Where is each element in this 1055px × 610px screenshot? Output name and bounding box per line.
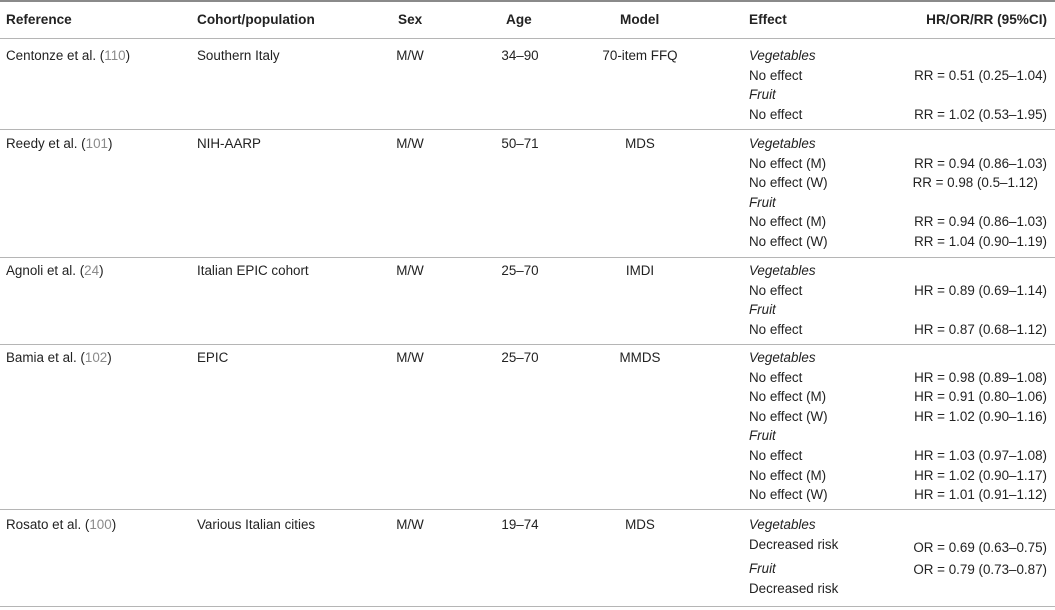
- effect-category: Fruit: [749, 302, 776, 318]
- ci-cell: [914, 261, 1047, 339]
- ci-value: [914, 46, 1047, 66]
- reference-author: Bamia et al. (: [6, 350, 85, 365]
- effect-text: No effect (W): [749, 408, 828, 424]
- ci-value: RR = 0.51 (0.25–1.04): [914, 67, 1047, 83]
- ci-value: [914, 261, 1047, 281]
- reference-author: Reedy et al. (: [6, 136, 86, 151]
- reference-number-link[interactable]: 101: [85, 136, 108, 151]
- age-cell: 34–90: [501, 48, 539, 63]
- reference-number-link[interactable]: 102: [84, 350, 108, 365]
- ci-value: RR = 1.02 (0.53–1.95): [914, 106, 1047, 122]
- effect-category: Vegetables: [749, 136, 816, 151]
- effect-text: No effect: [749, 447, 803, 463]
- effect-category: Fruit: [749, 194, 776, 210]
- ci-value: RR = 1.04 (0.90–1.19): [914, 233, 1047, 249]
- row-divider: [0, 344, 1055, 345]
- ci-value: HR = 1.03 (0.97–1.08): [914, 447, 1047, 463]
- ci-value: [913, 134, 1047, 154]
- reference-close: ): [125, 48, 131, 63]
- row-divider: [0, 509, 1055, 510]
- row-divider: [0, 257, 1055, 258]
- effect-text: No effect: [749, 369, 803, 385]
- reference-close: ): [107, 136, 113, 151]
- reference-cell: [6, 134, 112, 154]
- effect-text: No effect (W): [749, 487, 828, 503]
- age-cell: 19–74: [501, 517, 539, 532]
- bottom-rule: [0, 606, 1055, 607]
- effect-category: Vegetables: [749, 48, 816, 63]
- sex-cell: M/W: [396, 517, 424, 532]
- ci-value: [914, 300, 1047, 320]
- ci-value: [913, 193, 1047, 213]
- ci-value: HR = 0.91 (0.80–1.06): [914, 389, 1047, 405]
- ci-value: [914, 348, 1047, 368]
- reference-cell: [6, 261, 104, 281]
- effect-cell: [749, 134, 828, 252]
- age-cell: 50–71: [501, 136, 539, 151]
- header-effect: Effect: [749, 12, 787, 27]
- reference-cell: [6, 348, 112, 368]
- header-cohort: Cohort/population: [197, 12, 315, 27]
- reference-number-link[interactable]: 110: [104, 48, 126, 63]
- ci-cell: [913, 134, 1047, 252]
- reference-close: ): [107, 350, 112, 365]
- reference-number-link[interactable]: 24: [84, 263, 100, 278]
- effect-text: No effect: [749, 106, 803, 122]
- effect-cell: [749, 515, 838, 598]
- header-model: Model: [620, 12, 660, 27]
- header-age: Age: [506, 12, 532, 27]
- top-rule: [0, 0, 1055, 2]
- ci-value: HR = 1.02 (0.90–1.17): [914, 467, 1047, 483]
- ci-value: [913, 515, 1047, 535]
- ci-value: HR = 1.01 (0.91–1.12): [914, 487, 1047, 503]
- cohort-cell: Various Italian cities: [197, 517, 316, 532]
- effect-text: No effect (M): [749, 155, 827, 171]
- effect-cell: [749, 46, 816, 124]
- sex-cell: M/W: [396, 263, 424, 278]
- effect-category: Vegetables: [749, 517, 816, 532]
- effect-text: No effect: [749, 282, 803, 298]
- reference-close: ): [111, 517, 117, 532]
- effect-category: Fruit: [749, 428, 776, 444]
- ci-cell: [914, 46, 1047, 124]
- ci-value: HR = 1.02 (0.90–1.16): [914, 408, 1047, 424]
- ci-value: OR = 0.69 (0.63–0.75): [913, 539, 1047, 555]
- ci-value: HR = 0.87 (0.68–1.12): [914, 321, 1047, 337]
- ci-cell: [913, 515, 1047, 580]
- header-ci: HR/OR/RR (95%CI): [926, 12, 1047, 27]
- sex-cell: M/W: [396, 48, 424, 63]
- effect-text: No effect (M): [749, 389, 827, 405]
- reference-cell: [6, 515, 116, 535]
- effect-text: No effect (W): [749, 175, 828, 191]
- effect-cell: [749, 348, 828, 505]
- ci-value: HR = 0.98 (0.89–1.08): [914, 369, 1047, 385]
- reference-number-link[interactable]: 100: [89, 517, 112, 532]
- header-sex: Sex: [398, 12, 423, 27]
- reference-cell: [6, 46, 130, 66]
- effect-category: Vegetables: [749, 263, 816, 278]
- sex-cell: M/W: [396, 136, 424, 151]
- model-cell: IMDI: [625, 263, 655, 278]
- ci-value: RR = 0.94 (0.86–1.03): [914, 155, 1047, 171]
- cohort-cell: NIH-AARP: [197, 136, 261, 151]
- effect-category: Fruit: [749, 561, 776, 577]
- effect-text: No effect: [749, 67, 803, 83]
- reference-author: Rosato et al. (: [6, 517, 90, 532]
- effect-text: No effect: [749, 321, 803, 337]
- cohort-cell: Southern Italy: [197, 48, 280, 63]
- model-cell: MDS: [625, 517, 655, 532]
- reference-author: Centonze et al. (: [6, 48, 105, 63]
- ci-value: [914, 426, 1047, 446]
- header-reference: Reference: [6, 12, 72, 27]
- header-rule: [0, 38, 1055, 39]
- model-cell: MMDS: [619, 350, 661, 365]
- ci-value: HR = 0.89 (0.69–1.14): [914, 282, 1047, 298]
- effect-text: Decreased risk: [749, 536, 839, 552]
- effect-cell: [749, 261, 816, 339]
- sex-cell: M/W: [396, 350, 424, 365]
- reference-author: Agnoli et al. (: [6, 263, 85, 278]
- age-cell: 25–70: [501, 350, 539, 365]
- cohort-cell: EPIC: [197, 350, 229, 365]
- effect-text: No effect (M): [749, 214, 827, 230]
- ci-cell: [914, 348, 1047, 505]
- ci-value: RR = 0.98 (0.5–1.12): [912, 175, 1038, 191]
- row-divider: [0, 129, 1055, 130]
- ci-value: [914, 85, 1047, 105]
- effect-text: Decreased risk: [749, 580, 839, 596]
- reference-close: ): [99, 263, 104, 278]
- model-cell: MDS: [625, 136, 655, 151]
- effect-category: Fruit: [749, 87, 776, 103]
- ci-value: OR = 0.79 (0.73–0.87): [913, 562, 1047, 578]
- model-cell: 70-item FFQ: [602, 48, 678, 63]
- effect-text: No effect (M): [749, 467, 827, 483]
- age-cell: 25–70: [501, 263, 539, 278]
- effect-category: Vegetables: [749, 350, 816, 365]
- cohort-cell: Italian EPIC cohort: [197, 263, 309, 278]
- effect-text: No effect (W): [749, 233, 828, 249]
- ci-value: RR = 0.94 (0.86–1.03): [914, 214, 1047, 230]
